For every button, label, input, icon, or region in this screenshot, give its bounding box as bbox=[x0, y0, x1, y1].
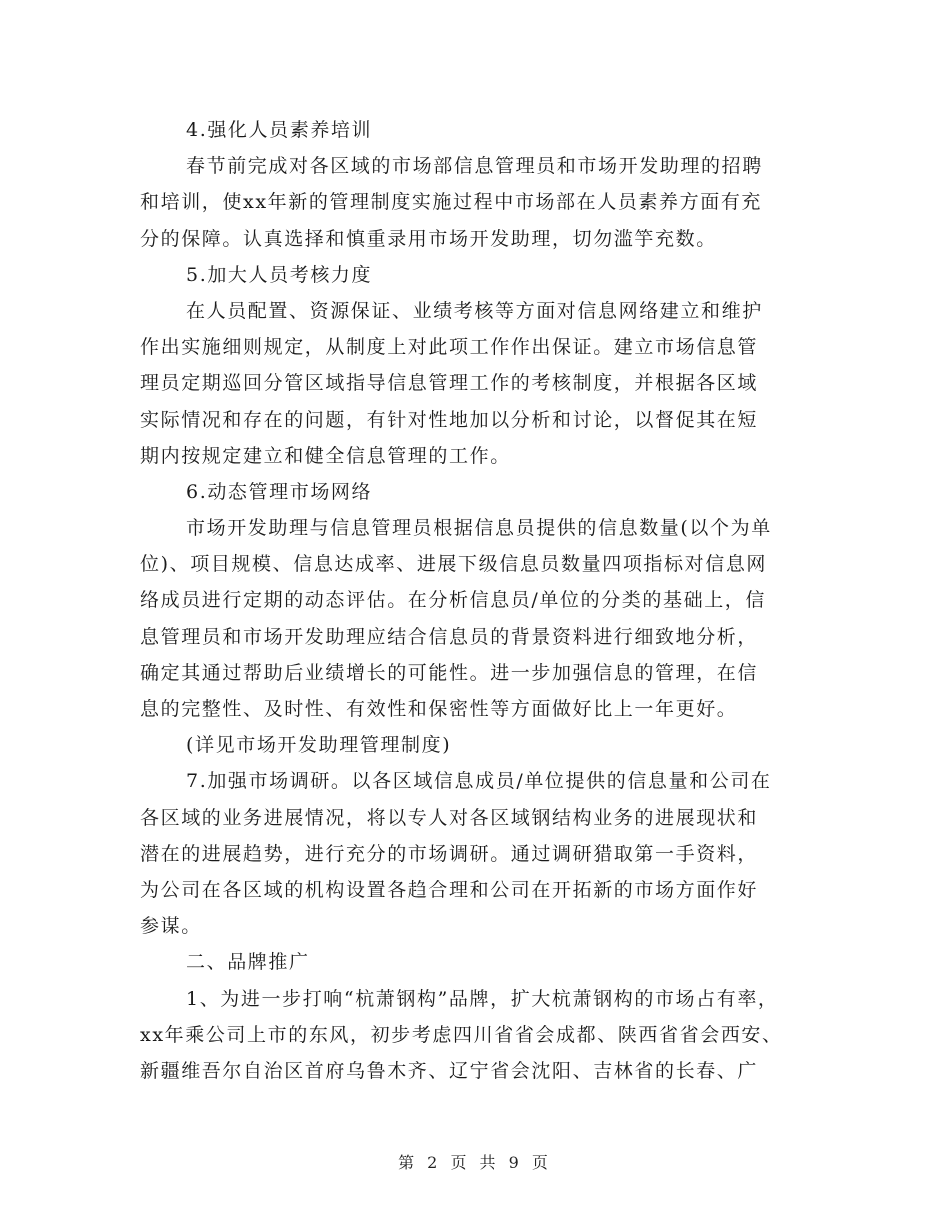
text-line: (详见市场开发助理管理制度) bbox=[186, 734, 452, 757]
text-line: 和培训，使xx年新的管理制度实施过程中市场部在人员素养方面有充 bbox=[140, 191, 763, 214]
text-line: 市场开发助理与信息管理员根据信息员提供的信息数量(以个为单 bbox=[186, 517, 772, 540]
text-line: 理员定期巡回分管区域指导信息管理工作的考核制度，并根据各区域 bbox=[140, 372, 759, 395]
text-line: 4.强化人员素养培训 bbox=[186, 119, 373, 141]
text-line: 1、为进一步打响“杭萧钢构”品牌，扩大杭萧钢构的市场占有率， bbox=[186, 987, 779, 1010]
text-line: 春节前完成对各区域的市场部信息管理员和市场开发助理的招聘 bbox=[186, 155, 763, 178]
text-line: 络成员进行定期的动态评估。在分析信息员/单位的分类的基础上，信 bbox=[140, 589, 767, 612]
text-line: 作出实施细则规定，从制度上对此项工作作出保证。建立市场信息管 bbox=[140, 336, 759, 359]
text-line: 潜在的进展趋势，进行充分的市场调研。通过调研猎取第一手资料， bbox=[140, 842, 759, 865]
text-line: 6.动态管理市场网络 bbox=[186, 480, 373, 503]
text-line: 实际情况和存在的问题，有针对性地加以分析和讨论，以督促其在短 bbox=[140, 408, 759, 431]
text-line: 位)、项目规模、信息达成率、进展下级信息员数量四项指标对信息网 bbox=[140, 553, 768, 576]
text-line: xx年乘公司上市的东风，初步考虑四川省省会成都、陕西省省会西安、 bbox=[140, 1023, 783, 1046]
document-body bbox=[140, 112, 830, 1089]
text-line: 期内按规定建立和健全信息管理的工作。 bbox=[140, 444, 511, 467]
text-line: 参谋。 bbox=[140, 915, 202, 938]
text-line: 确定其通过帮助后业绩增长的可能性。进一步加强信息的管理，在信 bbox=[140, 661, 759, 684]
text-line: 为公司在各区域的机构设置各趋合理和公司在开拓新的市场方面作好 bbox=[140, 878, 759, 901]
text-line: 各区域的业务进展情况，将以专人对各区域钢结构业务的进展现状和 bbox=[140, 806, 759, 829]
text-line: 在人员配置、资源保证、业绩考核等方面对信息网络建立和维护 bbox=[186, 299, 763, 322]
text-line: 二、品牌推广 bbox=[186, 951, 310, 974]
page-footer: 第 2 页 共 9 页 bbox=[398, 1153, 552, 1172]
text-line: 分的保障。认真选择和慎重录用市场开发助理，切勿滥竽充数。 bbox=[140, 227, 717, 250]
text-line: 息的完整性、及时性、有效性和保密性等方面做好比上一年更好。 bbox=[140, 698, 738, 720]
text-line: 新疆维吾尔自治区首府乌鲁木齐、辽宁省会沈阳、吉林省的长春、广 bbox=[140, 1059, 759, 1082]
text-line: 7.加强市场调研。以各区域信息成员/单位提供的信息量和公司在 bbox=[186, 770, 772, 793]
text-line: 息管理员和市场开发助理应结合信息员的背景资料进行细致地分析， bbox=[140, 625, 759, 648]
text-line: 5.加大人员考核力度 bbox=[186, 263, 373, 286]
